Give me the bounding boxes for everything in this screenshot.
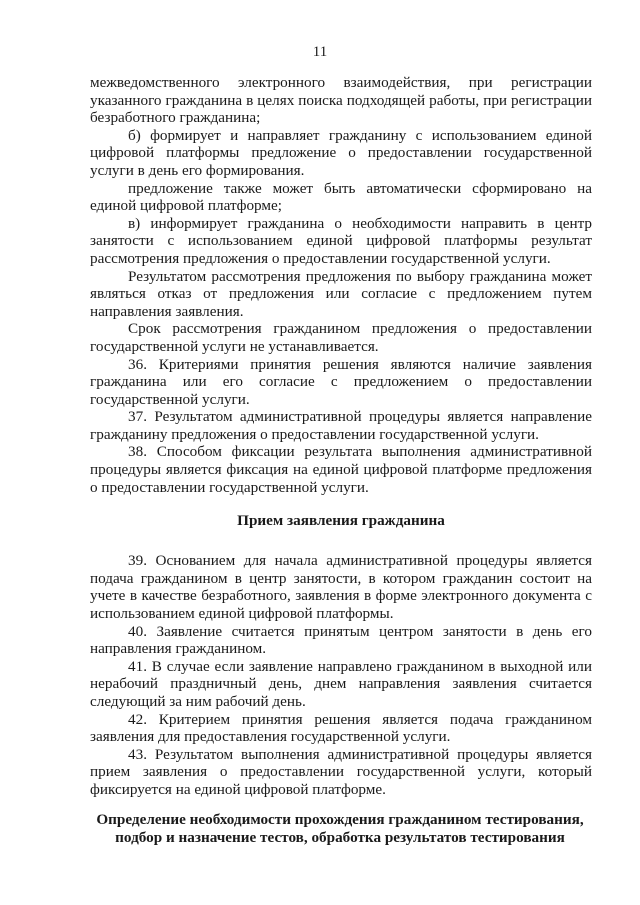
paragraph: б) формирует и направляет гражданину с использованием единой цифровой платформы предложение о предоставлении государственной услуги в день его формирования. [90, 126, 592, 179]
paragraph: предложение также может быть автоматически сформировано на единой цифровой платформе; [90, 179, 592, 215]
paragraph: 37. Результатом административной процедуры является направление гражданину предложения о предоставлении государственной услуги. [90, 408, 592, 443]
section-heading-line: подбор и назначение тестов, обработка результатов тестирования [115, 829, 565, 846]
paragraph: 43. Результатом выполнения административной процедуры является прием заявления о предоставлении государственной услуги, который фиксируется на единой цифровой платформе. [90, 745, 592, 798]
paragraph: 38. Способом фиксации результата выполнения административной процедуры является фиксация на единой цифровой платформе предложения о предоставлении государственной услуги. [90, 443, 592, 496]
paragraph: в) информирует гражданина о необходимости направить в центр занятости с использованием единой цифровой платформы результат рассмотрения предложения о предоставлении государственной услуги. [90, 214, 592, 267]
paragraph: 36. Критериями принятия решения являются наличие заявления гражданина или его согласие с предложением о предоставлении государственной услуги. [90, 355, 592, 408]
paragraph: 41. В случае если заявление направлено гражданином в выходной или нерабочий праздничный день, днем направления заявления считается следующий за ним рабочий день. [90, 657, 592, 710]
page-number: 11 [312, 44, 328, 60]
paragraph: 40. Заявление считается принятым центром занятости в день его направления гражданином. [90, 622, 592, 658]
paragraph: Срок рассмотрения гражданином предложения о предоставлении государственной услуги не устанавливается. [90, 320, 592, 355]
paragraph: Результатом рассмотрения предложения по выбору гражданина может являться отказ от предложения или согласие с предложением путем направления заявления. [90, 267, 592, 320]
paragraph: 42. Критерием принятия решения является подача гражданином заявления для предоставления государственной услуги. [90, 710, 592, 746]
section-heading-block [60, 811, 620, 847]
paragraph: 39. Основанием для начала административной процедуры является подача гражданином в центр занятости, в котором гражданин состоит на учете в качестве безработного, заявления в форме электронного документа с использованием единой цифровой платформы. [90, 552, 592, 623]
paragraph: межведомственного электронного взаимодействия, при регистрации указанного гражданина в целях поиска подходящей работы, при регистрации безработного гражданина; [90, 74, 592, 127]
section-heading: Прием заявления гражданина [237, 512, 445, 530]
section-heading-line: Определение необходимости прохождения гражданином тестирования, [96, 811, 584, 828]
document-body [90, 74, 592, 799]
